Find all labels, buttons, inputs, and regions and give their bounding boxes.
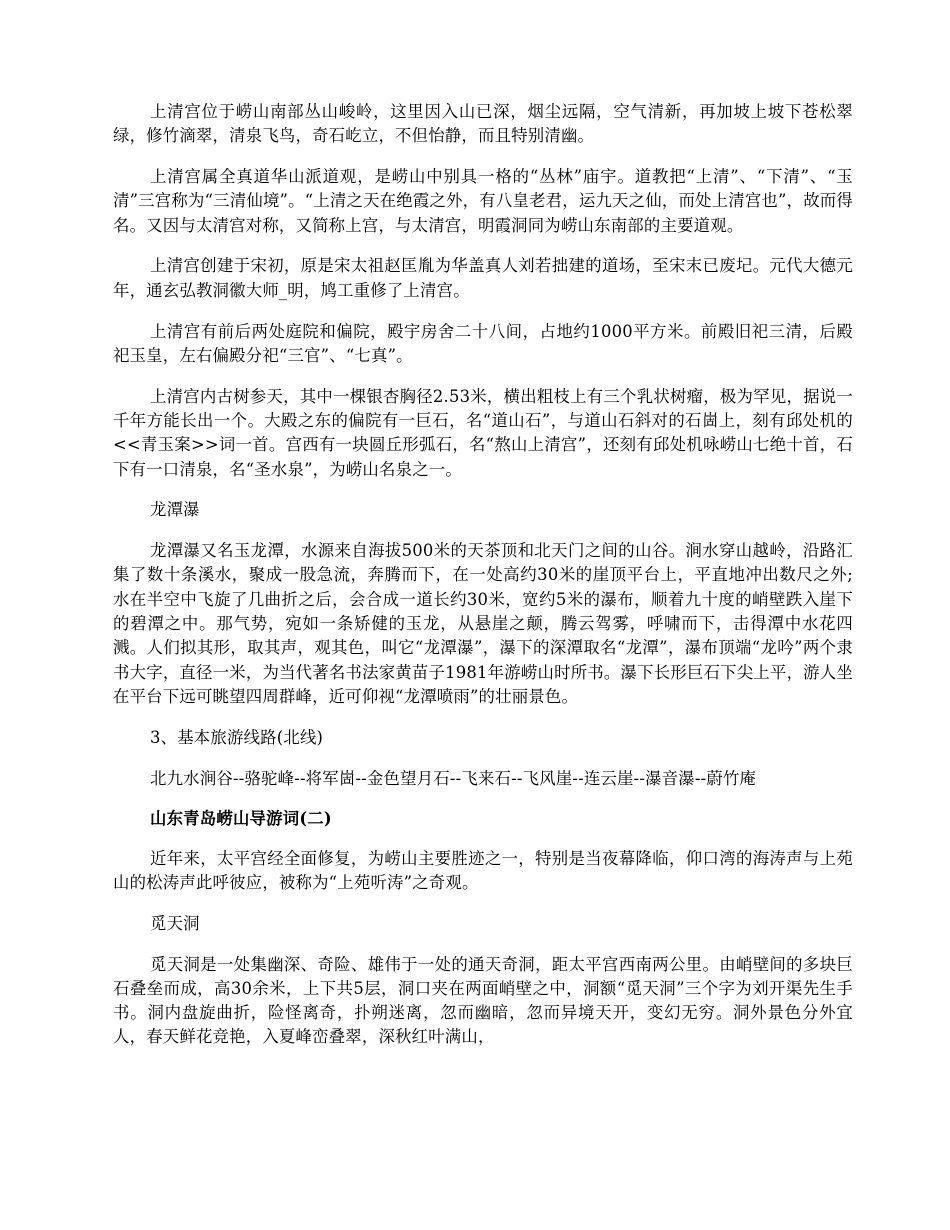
paragraph-shangqing-history: 上清宫创建于宋初，原是宋太祖赵匡胤为华盖真人刘若拙建的道场，至宋末已废圮。元代大德元年，通玄弘教洞徽大师_明，鸠工重修了上清宫。	[113, 256, 853, 300]
paragraph-shangqing-taoist: 上清宫属全真道华山派道观，是崂山中别具一格的“丛林”庙宇。道教把“上清”、“下清”、“玉清”三宫称为“三清仙境”。“上清之天在绝霞之外，有八皇老君，运九天之仙，而处上清宫也”，故而得名。又因与太清宫对称，又简称上宫，与太清宫，明霞洞同为崂山东南部的主要道观。	[113, 167, 853, 235]
document-page	[113, 100, 853, 1066]
paragraph-shangqing-trees: 上清宫内古树参天，其中一棵银杏胸径2.53米，横出粗枝上有三个乳状树瘤，极为罕见，据说一千年方能长出一个。大殿之东的偏院有一巨石，名“道山石”，与道山石斜对的石崮上，刻有邱处机的<<青玉案>>词一首。宫西有一块圆丘形弧石，名“熬山上清宫”，还刻有邱处机咏崂山七绝十首，石下有一口清泉，名“圣水泉”，为崂山名泉之一。	[113, 386, 853, 479]
paragraph-mitian-cave: 觅天洞是一处集幽深、奇险、雄伟于一处的通天奇洞，距太平宫西南两公里。由峭壁间的多块巨石叠垒而成，高30余米，上下共5层，洞口夹在两面峭壁之中，洞额“觅天洞”三个字为刘开渠先生手书。洞内盘旋曲折，险怪离奇，扑朔迷离，忽而幽暗，忽而异境天开，变幻无穷。洞外景色分外宜人，春天鲜花竞艳，入夏峰峦叠翠，深秋红叶满山，	[113, 954, 853, 1047]
document-heading: 山东青岛崂山导游词(二)	[150, 809, 332, 829]
paragraph-route-list: 北九水涧谷--骆驼峰--将军崮--金色望月石--飞来石--飞风崖--连云崖--瀑音瀑--蔚竹庵	[150, 768, 757, 788]
section-title-longtan: 龙潭瀑	[150, 500, 200, 520]
paragraph-shangqing-layout: 上清宫有前后两处庭院和偏院，殿宇房舍二十八间，占地约1000平方米。前殿旧祀三清，后殿祀玉皇，左右偏殿分祀“三官”、“七真”。	[113, 321, 853, 365]
paragraph-longtan-waterfall: 龙潭瀑又名玉龙潭，水源来自海拔500米的天茶顶和北天门之间的山谷。涧水穿山越岭，沿路汇集了数十条溪水，聚成一股急流，奔腾而下，在一处高约30米的崖顶平台上，平直地冲出数尺之外;水在半空中飞旋了几曲折之后，会合成一道长约30米，宽约5米的瀑布，顺着九十度的峭壁跌入崖下的碧潭之中。那气势，宛如一条矫健的玉龙，从悬崖之颠，腾云驾雾，呼啸而下，击得潭中水花四溅。人们拟其形，取其声，观其色，叫它“龙潭瀑”，瀑下的深潭取名“龙潭”，瀑布顶端“龙吟”两个隶书大字，直径一米，为当代著名书法家黄苗子1981年游崂山时所书。瀑下长形巨石下尖上平，游人坐在平台下远可眺望四周群峰，近可仰视“龙潭喷雨”的壮丽景色。	[113, 541, 853, 706]
paragraph-taiping-palace: 近年来，太平宫经全面修复，为崂山主要胜迹之一，特别是当夜幕降临，仰口湾的海涛声与上苑山的松涛声此呼彼应，被称为“上苑听涛”之奇观。	[113, 848, 853, 892]
section-title-route: 3、基本旅游线路(北线)	[150, 727, 324, 747]
section-title-mitian: 觅天洞	[150, 913, 200, 933]
paragraph-shangqing-location: 上清宫位于崂山南部丛山峻岭，这里因入山已深，烟尘远隔，空气清新，再加坡上坡下苍松翠绿，修竹滴翠，清泉飞鸟，奇石屹立，不但怡静，而且特别清幽。	[113, 102, 853, 146]
